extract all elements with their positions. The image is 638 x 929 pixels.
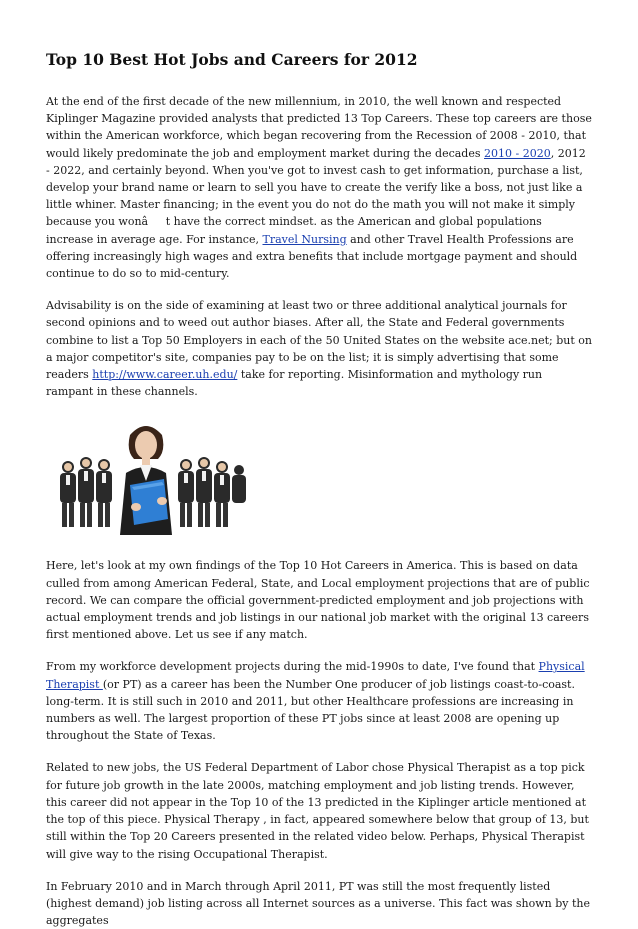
paragraph-physical-therapist: From my workforce development projects during the mid-1990s to date, I've found that Physical Therapist (or PT) as a career has been the Number One producer of job listings coast-to-coast. long-term. It is still such in 2010 and 2011, but other Healthcare professions are increasing in numbers as well. The largest proportion of these PT jobs since at least 2008 are opening up throughout the State of Texas. [46, 660, 585, 743]
paragraph-department-of-labor: Related to new jobs, the US Federal Department of Labor chose Physical Therapist as a top pick for future job growth in the late 2000s, matching employment and job listing trends. However, this career did not appear in the Top 10 of the 13 predicted in the Kiplinger article mentioned at the top of this piece. Physical Therapy , in fact, appeared somewhere below that group of 13, but still within the Top 20 Careers presented in the related video below. Perhaps, Physical Therapist will give way to the rising Occupational Therapist. [46, 761, 589, 861]
paragraph-february-2010: In February 2010 and in March through April 2011, PT was still the most frequently listed (highest demand) job listing across all Internet sources as a universe. This fact was shown by the aggregates [46, 879, 590, 928]
link-travel-nursing[interactable]: Travel Nursing [262, 232, 347, 246]
paragraph-intro: At the end of the first decade of the new millennium, in 2010, the well known and respected Kiplinger Magazine provided analysts that predicted 13 Top Careers. These top careers are those within the American workforce, which began recovering from the Recession of 2008 - 2010, that would likely predominate the job and employment market during the decades 2010 - 2020, 2012 - 2022, and certainly beyond. When you've got to invest cash to get information, purchase a list, develop your brand name or learn to sell you have to create the verify like a boss, not just like a little whiner. Master financing; in the event you do not do the math you will not make it simply because you wonât have the correct mindset. as the American and global populations increase in average age. For instance, Travel Nursing and other Travel Health Professions are offering increasingly high wages and extra benefits that include mortgage payment and should continue to do so to mid-century. [46, 95, 592, 281]
article-title: Top 10 Best Hot Jobs and Careers for 2012 [46, 50, 418, 69]
paragraph-advisability: Advisability is on the side of examining at least two or three additional analytical journals for second opinions and to weed out author biases. After all, the State and Federal governments combine to list a Top 50 Employers in each of the 50 United States on the website ace.net; but on a major competitor's site, companies pay to be on the list; it is simply advertising that some readers http://www.career.uh.edu/ take for reporting. Misinformation and mythology run rampant in these channels. [46, 299, 592, 399]
paragraph-findings: Here, let's look at my own findings of the Top 10 Hot Careers in America. This is based on data culled from among American Federal, State, and Local employment projections that are of public record. We can compare the official government-predicted employment and job projections with actual employment trends and job listings in our national job market with the original 13 careers first mentioned above. Let us see if any match. [46, 559, 590, 642]
link-2010-2020[interactable]: 2010 - 2020 [484, 146, 551, 160]
link-career-uh[interactable]: http://www.career.uh.edu/ [92, 368, 238, 382]
business-team-illustration [46, 415, 246, 535]
business-people-image [46, 415, 246, 535]
link-physical-therapist[interactable]: Physical Therapist [46, 660, 585, 691]
